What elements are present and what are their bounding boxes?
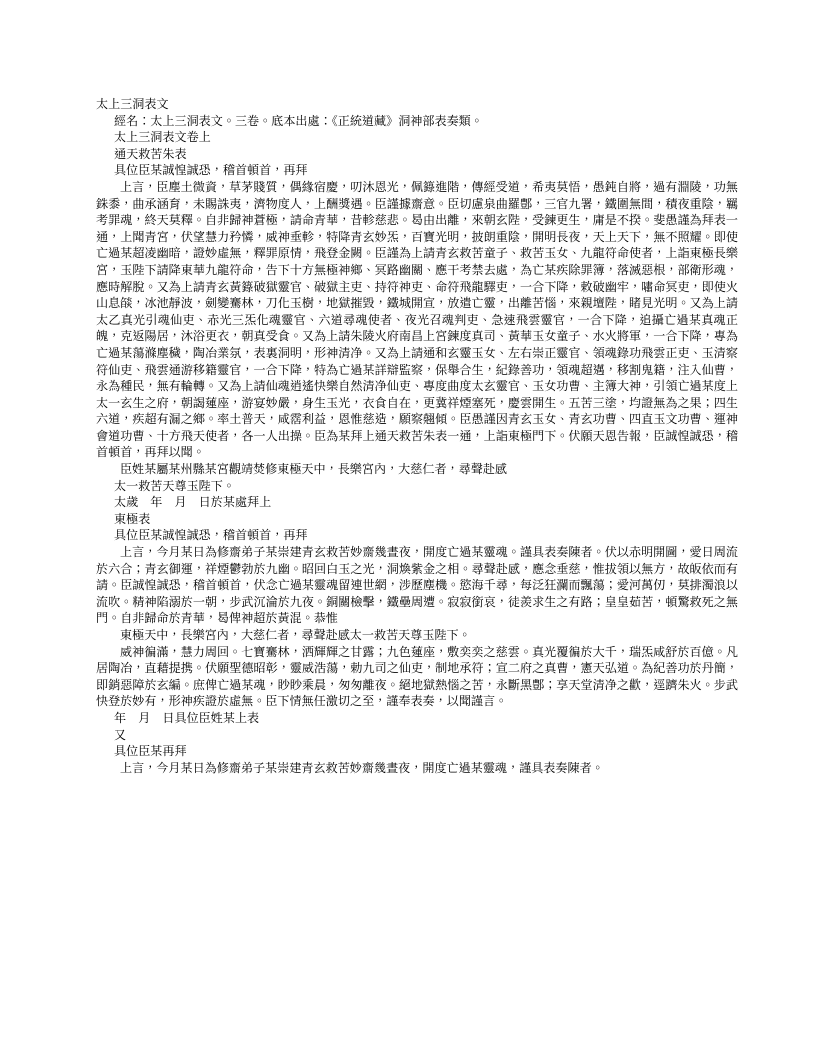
doc-block-address-2: 東極天中，長樂宮內，大慈仁者，尋聲赴感太一救苦天尊玉陛下。 (120, 628, 471, 642)
document-body (96, 96, 738, 776)
doc-block-section-heading-2: 東極表 (114, 511, 151, 526)
doc-block-salutation-1: 具位臣某誠惶誠恐，稽首頓首，再拜 (114, 163, 308, 178)
doc-block-volume-heading: 太上三洞表文卷上 (114, 130, 211, 145)
doc-block-body-1: 上言，臣塵土微資，草茅賤質，偶緣宿慶，叨沐恩光，佩籙進階，傳經受道，希夷莫悟，愚鈍自將，過有淵陵，功無銖黍，曲承涵育，未賜誅夷，濟物度人，上酬獎遇。臣謹據齋意。臣切慮泉曲羅鄷，三官九署，鐵圍無間，積夜重陰，羈考罪魂，終天莫釋。自非歸神蒼極，請命青華，昔軫慈悲。曷由出離，來朝玄陛，受鍊更生，庸是不揆。斐愚謹為拜表一通，上聞青宮，伏望慧力矜憐，威神垂軫，特降青玄妙炁，百寶光明，披朗重陰，開明長夜，天上天下，無不照耀。即使亡過某超凌幽暗，證妙虛無，釋罪原情，飛登金闕。臣謹為上請青玄救苦童子、救苦玉女、九龍符命使者，上詣東極長樂宮，玉陛下請降東華九龍符命，告下十方無極神鄉、冥路幽關、應干考禁去處，為亡某疾除罪簿，落滅惡根，部衛形魂，應時解脫。又為上請青玄黃籙破獄靈官、破獄主吏、持符神吏、命符飛龍驛吏，一合下降，敕破幽牢，嘯命冥吏，即使火山息燄，冰池靜波，劍變騫林，刀化玉樹，地獄摧毀，鐵城開宣，放遣亡靈，出離苦惱，來親壇陛，睹見光明。又為上請太乙真光引魂仙吏、赤光三炁化魂靈官、六道尋魂使者、夜光召魂判吏、急速飛雲靈官，一合下降，追攝亡過某真魂正魄，克返陽居，沐浴更衣，朝真受食。又為上請朱陵火府南昌上宮鍊度真司、黃華玉女童子、水火將軍，一合下降，專為亡過某蕩滌塵穢，陶冶業氛，表裏洞明，形神清净。又為上請通和玄靈玉女、左右崇正靈官、領魂錄功飛雲正吏、玉清察符仙吏、飛雲通游移籍靈官，一合下降，特為亡過某詳辯監察，保舉合生，紀錄善功，領魂超邁，移割鬼籍，注入仙曹，永為種民，無有輪轉。又為上請仙魂逍遙快樂自然清净仙吏、專度曲度太玄靈官、玉女功曹、主簿大神，引領亡過某度上太一玄生之府，朝謁蓮座，游宴妙嚴，身生玉光，衣食自在，更冀祥煙塞死，慶雲開生。五苦三塗，均證無為之果；四生六道，疾超有漏之鄉。率土普天，咸霑利益，恩惟慈造，願察翹傾。臣愚謹因青玄玉女、青玄功曹、四直玉文功曹、運神會道功曹、十方飛天使者，各一人出操。臣為某拜上通天救苦朱表一通，上詣東極門下。伏願天恩告報，臣誠惶誠恐，稽首頓首，再拜以聞。 (96, 179, 738, 460)
doc-block-again-marker: 又 (114, 727, 127, 742)
doc-block-title: 太上三洞表文 (96, 97, 169, 111)
doc-block-body-3: 威神徧滿，慧力周回。七寶騫林，洒輝輝之甘露；九色蓮座，敷奕奕之慈雲。真光覆徧於大千，瑞炁咸舒於百億。凡居陶冶，直藉提携。伏願聖德昭彰，靈威浩蕩，勅九司之仙吏，制地承符；宣二府之真曹，憲天弘道。為紀善功於丹簡，即銷惡障於玄編。庶俾亡過某魂，眇眇乘晨，匆匆離夜。絕地獄熱惱之苦，永斷黑鄷；享天堂清净之歡，逕躋朱火。步武快登於妙有，形神疾證於虛無。臣下情無任激切之至，謹奉表奏，以聞謹言。 (96, 644, 738, 709)
doc-block-section-heading-1: 通天救苦朱表 (114, 146, 187, 161)
doc-block-salutation-2: 具位臣某誠惶誠恐，稽首頓首，再拜 (114, 528, 308, 543)
doc-block-address-1b: 太一救苦天尊玉陛下。 (114, 478, 235, 493)
doc-block-body-4: 上言，今月某日為修齋弟子某崇建青玄救苦妙齋幾晝夜，開度亡過某靈魂，謹具表奏陳者。 (120, 760, 604, 775)
doc-block-scripture-name: 經名：太上三洞表文。三卷。底本出處：《正統道藏》洞神部表奏類。 (114, 113, 483, 128)
doc-block-date-2: 年 月 日具位臣姓某上表 (114, 710, 260, 725)
doc-block-address-1: 臣姓某屬某州縣某宮觀靖焚修東極天中，長樂宮內，大慈仁者，尋聲赴感 (120, 462, 508, 477)
doc-block-salutation-3: 具位臣某再拜 (114, 744, 187, 759)
doc-block-body-2: 上言，今月某日為修齋弟子某崇建青玄救苦妙齋幾晝夜，開度亡過某靈魂。謹具表奏陳者。伏以赤明開圖，愛日周流於六合；青玄御運，祥煙鬱勃於九幽。昭回白玉之光，洞煥紫金之相。尋聲赴感，應念垂慈，惟拔領以無方，故皈依而有請。臣誠惶誠恐，稽首頓首，伏念亡過某靈魂留連世網，涉歷塵機。慾海千尋，每泛狂瀾而飄蕩；愛河萬仞，莫排濁浪以流吹。精神陷溺於一朝，步武沉淪於九夜。銅關檢擊，鐵壘周遭。寂寂銜哀，徒羨求生之有路；皇皇茹苦，頓驚救死之無門。自非歸命於青華，曷俾神超於黃混。恭惟 (96, 545, 738, 626)
doc-block-date-1: 太歲 年 月 日於某處拜上 (114, 495, 272, 510)
